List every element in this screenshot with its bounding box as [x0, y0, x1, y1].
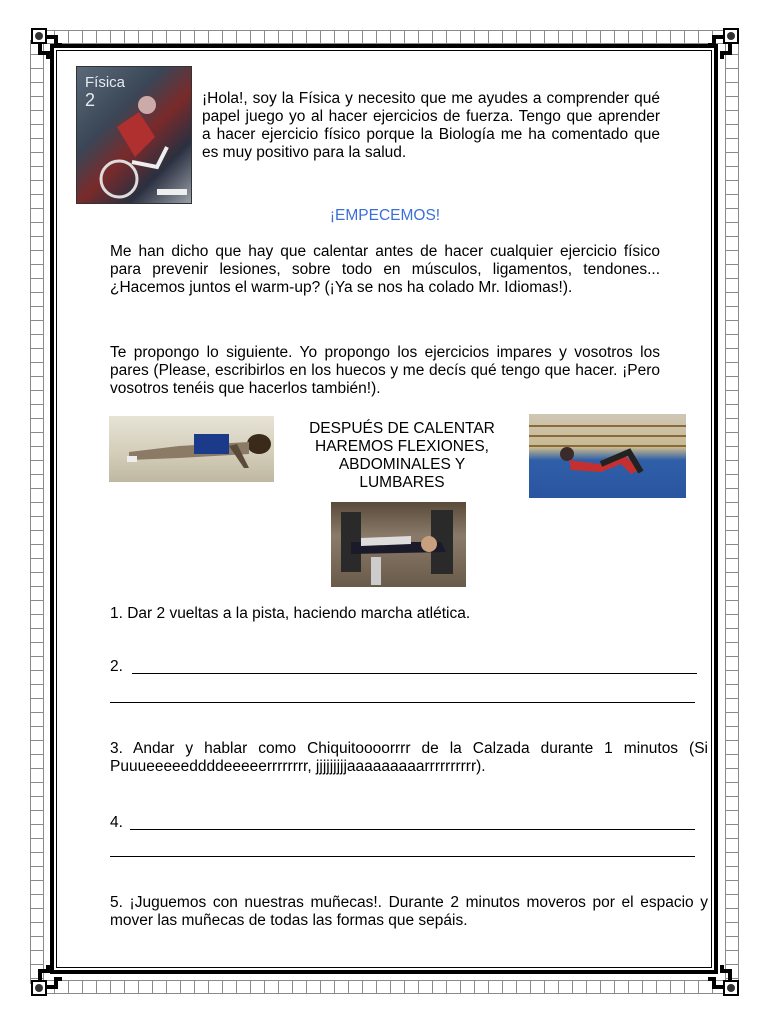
warmup-paragraph: Me han dicho que hay que calentar antes de hacer cualquier ejercicio físico para prevenir lesiones, sobre todo en músculos, ligamentos, tendones... ¿Hacemos juntos el warm-up? (¡Ya se nos ha colado Mr. Idiomas!).	[110, 243, 660, 296]
right-border-ticks	[725, 40, 739, 984]
exercise-2-number: 2.	[110, 658, 123, 675]
intro-paragraph: ¡Hola!, soy la Física y necesito que me ayudes a comprender qué papel juego yo al hacer ejercicios de fuerza. Tengo que aprender a hacer ejercicio físico porque la Biología me ha comentado que es muy positivo para la salud.	[202, 90, 660, 161]
exercise-5: 5. ¡Juguemos con nuestras muñecas!. Durante 2 minutos moveros por el espacio y mover las muñecas de todas las formas que sepáis.	[110, 894, 708, 929]
corner-ornament-icon	[30, 963, 64, 997]
caption-line: HAREMOS FLEXIONES,	[315, 438, 489, 455]
pushup-photo	[109, 416, 274, 482]
physics-book-cover-image	[76, 66, 192, 204]
corner-ornament-icon	[706, 27, 740, 61]
corner-ornament-icon	[706, 963, 740, 997]
corner-ornament-icon	[30, 27, 64, 61]
book-cover-title: Física	[85, 74, 126, 91]
instructions-paragraph: Te propongo lo siguiente. Yo propongo los ejercicios impares y vosotros los pares (Please, escribirlos en los huecos y me decís qué tengo que hacer. ¡Pero vosotros tenéis que hacerlos también!).	[110, 344, 660, 397]
caption-line: DESPUÉS DE CALENTAR	[309, 420, 495, 437]
book-cover-number: 2	[85, 90, 96, 110]
exercise-2-blank-line[interactable]	[132, 673, 697, 674]
bottom-border-ticks	[40, 980, 730, 994]
exercise-1: 1. Dar 2 vueltas a la pista, haciendo marcha atlética.	[110, 605, 471, 622]
left-border-ticks	[30, 40, 44, 984]
exercise-4-blank-line[interactable]	[130, 829, 695, 830]
exercise-2-blank-line[interactable]	[110, 702, 695, 703]
top-border-ticks	[40, 30, 730, 44]
center-caption	[288, 420, 516, 492]
caption-line: LUMBARES	[359, 474, 445, 491]
situp-photo	[529, 414, 686, 498]
exercise-3: 3. Andar y hablar como Chiquitoooorrrr de la Calzada durante 1 minutos (Si Puuueeeeeddddeeeeerrrrrrrr, jjjjjjjjjaaaaaaaaarrrrrrrrrr).	[110, 740, 708, 775]
exercise-4-number: 4.	[110, 814, 123, 831]
exercise-4-blank-line[interactable]	[110, 856, 695, 857]
section-heading: ¡EMPECEMOS!	[329, 207, 441, 224]
back-extension-photo	[331, 502, 466, 587]
caption-line: ABDOMINALES Y	[338, 456, 466, 473]
